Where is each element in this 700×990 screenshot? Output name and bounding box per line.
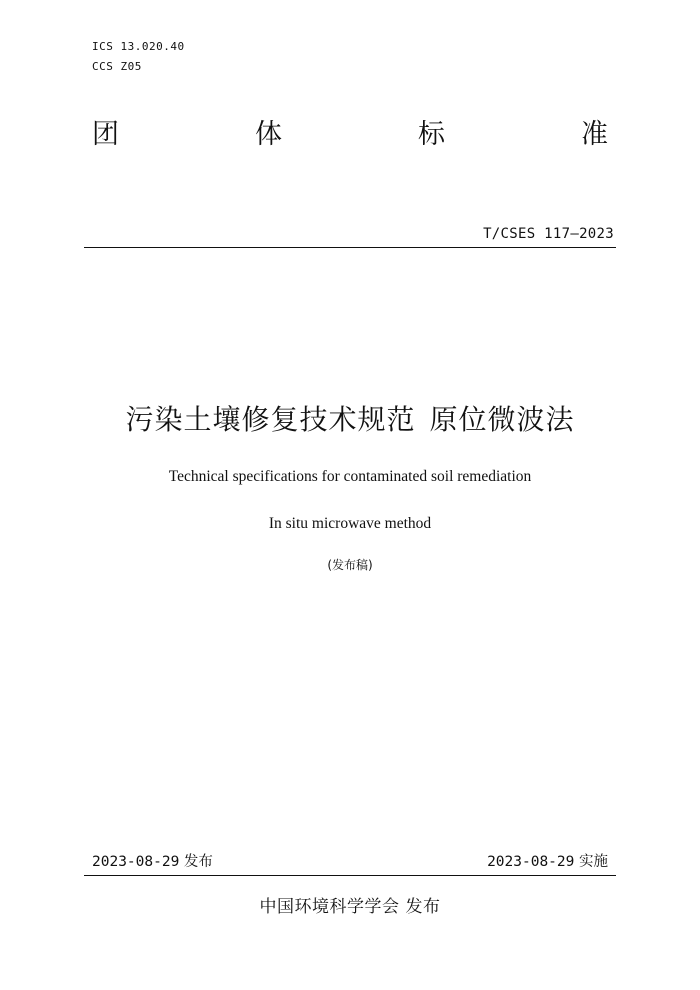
title-chinese xyxy=(0,400,700,440)
draft-status-label: (发布稿) xyxy=(327,558,373,572)
standard-type-char: 准 xyxy=(581,119,608,150)
publisher-line xyxy=(0,892,700,917)
issue-date-line xyxy=(92,850,213,871)
ccs-code: CCS Z05 xyxy=(92,60,142,73)
standard-type-heading xyxy=(92,118,608,152)
implementation-date: 2023-08-29 xyxy=(487,854,575,870)
top-divider xyxy=(84,247,616,248)
title-english-line1: Technical specifications for contaminated soil remediation xyxy=(168,468,532,485)
standard-type-char: 标 xyxy=(418,119,445,150)
publisher-name: 中国环境科学学会 xyxy=(259,897,400,917)
ics-code: ICS 13.020.40 xyxy=(92,40,185,53)
issue-label: 发布 xyxy=(183,854,213,870)
standard-code: T/CSES 117—2023 xyxy=(483,226,614,242)
title-english-line2: In situ microwave method xyxy=(268,515,432,532)
implementation-label: 实施 xyxy=(579,854,608,870)
standard-type-char: 体 xyxy=(255,119,282,150)
standard-type-char: 团 xyxy=(92,119,119,150)
implementation-date-line xyxy=(487,850,608,871)
title-chinese-sub: 原位微波法 xyxy=(429,403,575,436)
title-chinese-main: 污染土壤修复技术规范 xyxy=(125,403,416,436)
publisher-action: 发布 xyxy=(405,897,441,917)
bottom-divider xyxy=(84,875,616,876)
issue-date: 2023-08-29 xyxy=(92,854,180,870)
